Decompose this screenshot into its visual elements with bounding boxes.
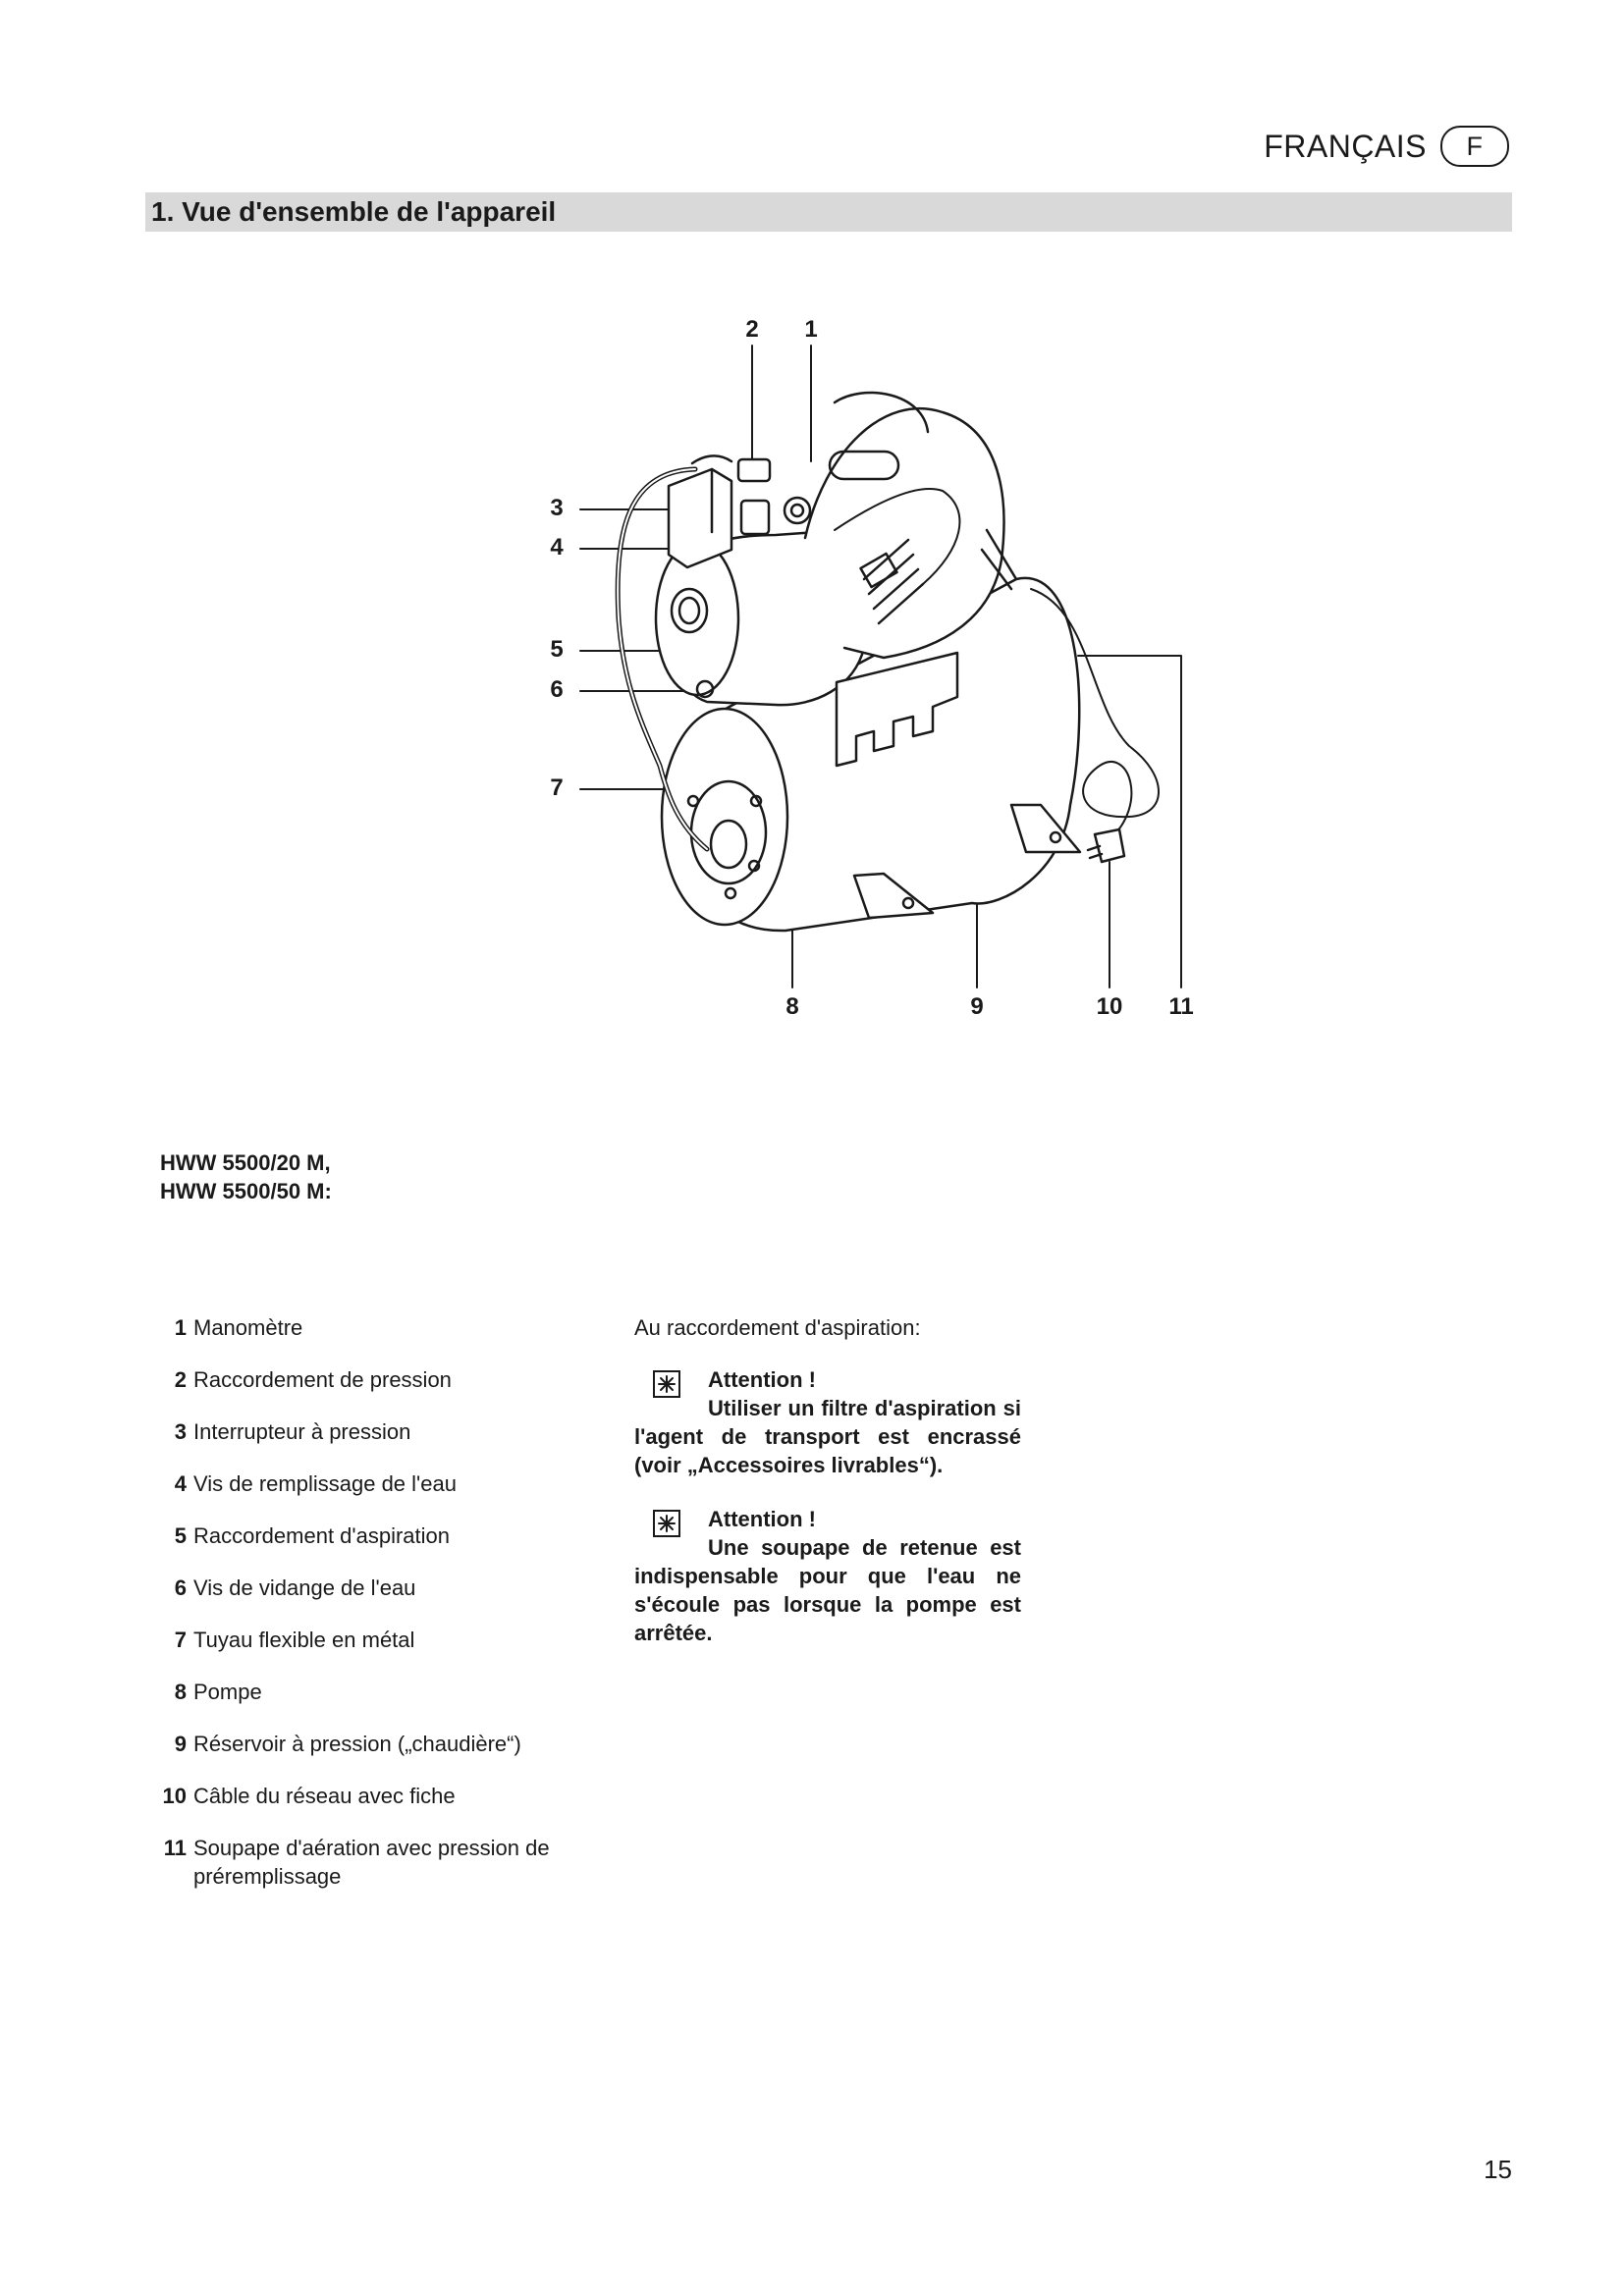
legend-item — [147, 1313, 560, 1342]
legend-number: 8 — [174, 1680, 187, 1704]
page-number: 15 — [1484, 2155, 1512, 2184]
legend-number: 9 — [174, 1732, 187, 1756]
language-badge: F — [1440, 126, 1509, 167]
warning-icon — [653, 1510, 680, 1537]
warning-title: Attention ! — [708, 1507, 816, 1531]
legend-text: Raccordement d'aspiration — [193, 1523, 451, 1548]
callout-1: 1 — [804, 316, 818, 343]
pump-drawing — [0, 294, 1624, 1041]
legend-text: Manomètre — [193, 1315, 303, 1340]
callout-8: 8 — [785, 993, 799, 1020]
legend-text: Câble du réseau avec fiche — [193, 1784, 456, 1808]
legend-number: 4 — [174, 1471, 187, 1496]
model-line: HWW 5500/20 M, — [160, 1150, 331, 1175]
legend-number: 3 — [174, 1419, 187, 1444]
callout-6: 6 — [550, 676, 564, 703]
legend-item — [147, 1469, 560, 1498]
warning-text: Utiliser un filtre d'aspiration si l'agent de transport est encrassé (voir „Accessoires livrables“). — [634, 1396, 1021, 1477]
legend-text: Vis de vidange de l'eau — [193, 1575, 416, 1600]
language-label — [1264, 126, 1509, 167]
warning-block — [634, 1365, 1021, 1479]
legend-text: Réservoir à pression („chaudière“) — [193, 1732, 521, 1756]
language-name: FRANÇAIS — [1264, 128, 1427, 164]
legend-number: 11 — [163, 1836, 187, 1860]
callout-10: 10 — [1096, 993, 1123, 1020]
legend-item — [147, 1522, 560, 1550]
warning-title: Attention ! — [708, 1367, 816, 1392]
legend-number: 6 — [174, 1575, 187, 1600]
callout-9: 9 — [970, 993, 984, 1020]
callout-2: 2 — [745, 316, 759, 343]
legend-number: 7 — [174, 1628, 187, 1652]
pump-overview-figure — [0, 294, 1624, 1041]
model-line: HWW 5500/50 M: — [160, 1179, 332, 1203]
legend-text: Soupape d'aération avec pression de préremplissage — [193, 1836, 550, 1889]
parts-legend — [147, 1313, 560, 1914]
legend-text: Raccordement de pression — [193, 1367, 452, 1392]
legend-item — [147, 1365, 560, 1394]
legend-number: 1 — [174, 1315, 187, 1340]
callout-7: 7 — [550, 774, 564, 801]
warning-text: Une soupape de retenue est indispensable pour que l'eau ne s'écoule pas lorsque la pompe est arrêtée. — [634, 1535, 1021, 1645]
legend-text: Vis de remplissage de l'eau — [193, 1471, 457, 1496]
legend-item — [147, 1574, 560, 1602]
legend-number: 2 — [174, 1367, 187, 1392]
model-designations — [160, 1148, 332, 1205]
legend-text: Pompe — [193, 1680, 262, 1704]
callout-4: 4 — [550, 534, 564, 561]
notes-intro: Au raccordement d'aspiration: — [634, 1315, 921, 1340]
legend-item — [147, 1417, 560, 1446]
callout-5: 5 — [550, 636, 564, 663]
warning-icon — [653, 1370, 680, 1398]
burst-icon — [658, 1515, 676, 1532]
legend-number: 5 — [174, 1523, 187, 1548]
suction-notes — [634, 1313, 1021, 1673]
legend-text: Tuyau flexible en métal — [193, 1628, 415, 1652]
burst-icon — [658, 1375, 676, 1393]
section-header-bar — [145, 192, 1512, 232]
legend-item — [147, 1834, 560, 1891]
legend-item — [147, 1626, 560, 1654]
callout-3: 3 — [550, 495, 564, 521]
warning-block — [634, 1505, 1021, 1647]
legend-item — [147, 1730, 560, 1758]
legend-item — [147, 1678, 560, 1706]
legend-item — [147, 1782, 560, 1810]
legend-number: 10 — [162, 1784, 187, 1808]
section-title: 1. Vue d'ensemble de l'appareil — [151, 196, 557, 227]
callout-11: 11 — [1168, 993, 1194, 1020]
legend-text: Interrupteur à pression — [193, 1419, 411, 1444]
